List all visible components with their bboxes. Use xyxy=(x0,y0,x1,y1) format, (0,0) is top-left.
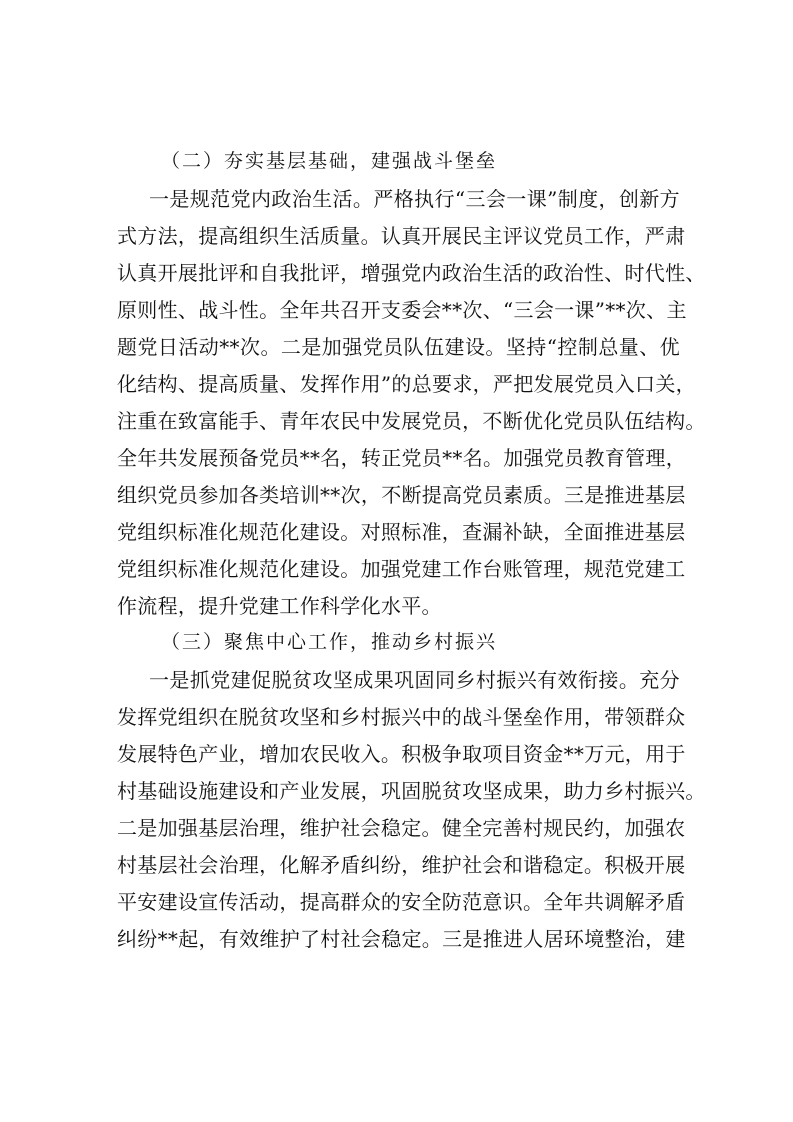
paragraph-line: 一是抓党建促脱贫攻坚成果巩固同乡村振兴有效衔接。充分 xyxy=(149,668,680,692)
paragraph-line: 组织党员参加各类培训**次，不断提高党员素质。三是推进基层 xyxy=(117,483,686,507)
paragraph-line: 化结构、提高质量、发挥作用”的总要求，严把发展党员入口关， xyxy=(117,372,696,396)
paragraph-line: 认真开展批评和自我批评，增强党内政治生活的政治性、时代性、 xyxy=(117,261,706,285)
section-heading-2: （二）夯实基层基础，建强战斗堡垒 xyxy=(161,150,498,172)
paragraph-line: 党组织标准化规范化建设。对照标准，查漏补缺，全面推进基层 xyxy=(117,520,686,544)
paragraph-line: 发挥党组织在脱贫攻坚和乡村振兴中的战斗堡垒作用，带领群众 xyxy=(117,705,686,729)
paragraph-line: 平安建设宣传活动，提高群众的安全防范意识。全年共调解矛盾 xyxy=(117,890,686,914)
paragraph-line: 村基础设施建设和产业发展，巩固脱贫攻坚成果，助力乡村振兴。 xyxy=(117,779,706,803)
paragraph-line: 原则性、战斗性。全年共召开支委会**次、“三会一课”**次、主 xyxy=(117,298,687,322)
paragraph-line: 党组织标准化规范化建设。加强党建工作台账管理，规范党建工 xyxy=(117,557,686,581)
paragraph-line: 题党日活动**次。二是加强党员队伍建设。坚持“控制总量、优 xyxy=(117,335,680,359)
paragraph-line: 全年共发展预备党员**名，转正党员**名。加强党员教育管理， xyxy=(117,446,686,470)
paragraph-line: 一是规范党内政治生活。严格执行“三会一课”制度，创新方 xyxy=(149,187,680,211)
paragraph-line: 式方法，提高组织生活质量。认真开展民主评议党员工作，严肃 xyxy=(117,224,686,248)
paragraph-line: 二是加强基层治理，维护社会稳定。健全完善村规民约，加强农 xyxy=(117,816,686,840)
section-heading-3: （三）聚焦中心工作，推动乡村振兴 xyxy=(161,631,498,653)
paragraph-line: 作流程，提升党建工作科学化水平。 xyxy=(117,594,442,618)
paragraph-line: 村基层社会治理，化解矛盾纠纷，维护社会和谐稳定。积极开展 xyxy=(117,853,686,877)
paragraph-line: 注重在致富能手、青年农民中发展党员，不断优化党员队伍结构。 xyxy=(117,409,706,433)
paragraph-line: 发展特色产业，增加农民收入。积极争取项目资金**万元，用于 xyxy=(117,742,686,766)
paragraph-line: 纠纷**起，有效维护了村社会稳定。三是推进人居环境整治，建 xyxy=(117,927,686,951)
